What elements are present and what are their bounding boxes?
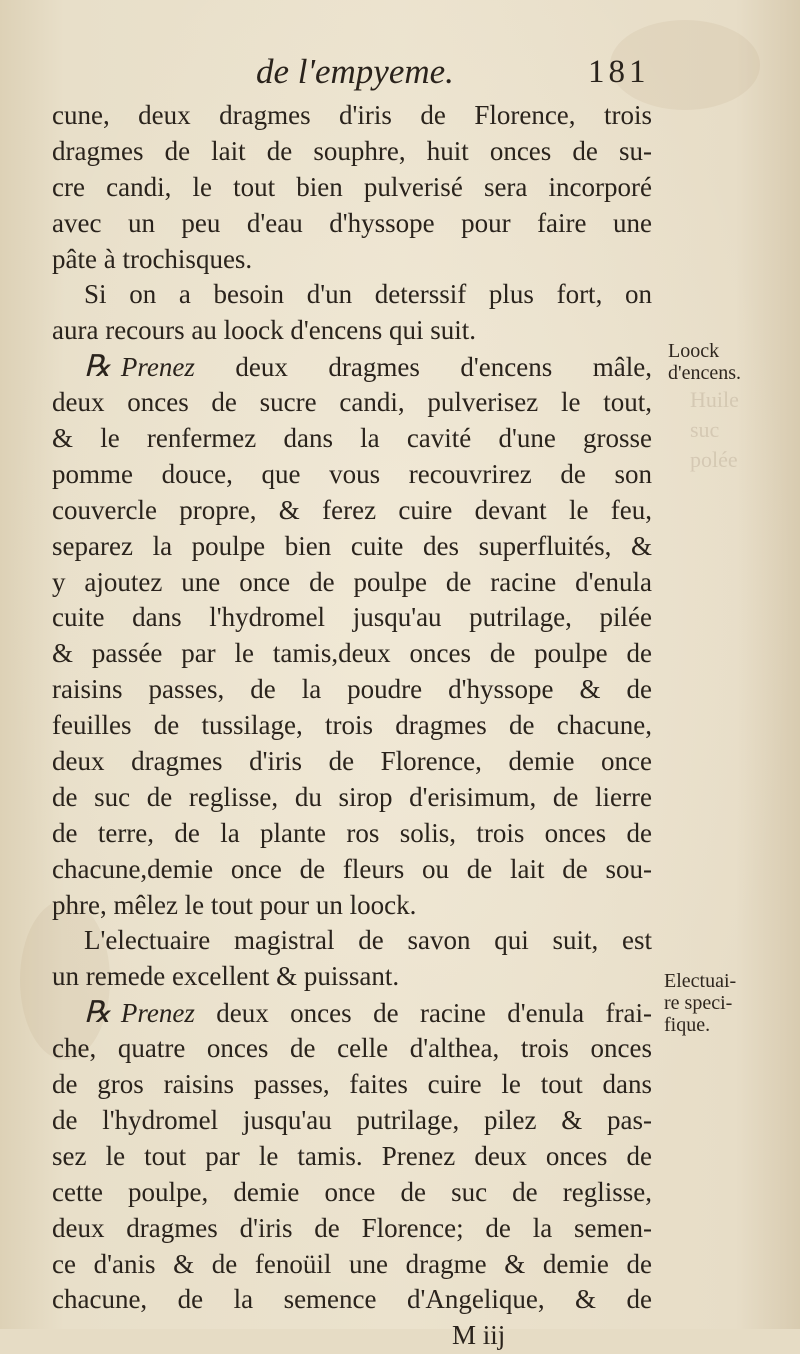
text-line: pomme douce, que vous recouvrirez de son <box>52 458 652 489</box>
text-line: & passée par le tamis,deux onces de poulpe de <box>52 638 652 669</box>
text-line: sez le tout par le tamis. Prenez deux onces de <box>52 1140 652 1171</box>
text-line: cette poulpe, demie once de suc de reglisse, <box>52 1176 652 1207</box>
text-line: de suc de reglisse, du sirop d'erisimum, de lierre <box>52 781 652 812</box>
margin-note-electuaire <box>664 970 736 1036</box>
text-line: cre candi, le tout bien pulverisé sera incorporé <box>52 171 652 202</box>
text-line: couvercle propre, & ferez cuire devant le feu, <box>52 494 652 525</box>
text-line: separez la poulpe bien cuite des superfluités, & <box>52 530 652 561</box>
text-line: deux dragmes d'iris de Florence, demie once <box>52 746 652 777</box>
prenez-word: Prenez <box>120 352 195 383</box>
text-line: cune, deux dragmes d'iris de Florence, trois <box>52 100 652 130</box>
margin-note-line: Loock <box>668 340 720 362</box>
recipe-line <box>52 995 652 1031</box>
margin-note-loock <box>668 340 741 384</box>
page-number: 181 <box>588 54 650 90</box>
text-line: y ajoutez une once de poulpe de racine d'enula <box>52 566 652 597</box>
text-line: de gros raisins passes, faites cuire le tout dans <box>52 1069 652 1100</box>
text-line: & le renfermez dans la cavité d'une grosse <box>52 423 652 454</box>
text-line: de l'hydromel jusqu'au putrilage, pilez & pas- <box>52 1104 652 1135</box>
text-line: L'electuaire magistral de savon qui suit, est <box>84 925 652 956</box>
margin-note-line: fique. <box>664 1014 711 1036</box>
margin-note-line: Electuai- <box>664 970 737 992</box>
text-line: dragmes de lait de souphre, huit onces de su- <box>52 135 652 166</box>
text-line: avec un peu d'eau d'hyssope pour faire une <box>52 207 652 238</box>
catchword: M iij <box>452 1320 506 1351</box>
margin-note-line: d'encens. <box>668 362 742 384</box>
text-line: un remede excellent & puissant. <box>52 961 400 992</box>
text-line: Si on a besoin d'un deterssif plus fort, on <box>84 279 652 310</box>
text-line: deux dragmes d'encens mâle, <box>235 352 652 383</box>
text-line: de terre, de la plante ros solis, trois onces de <box>52 817 652 848</box>
text-line: pâte à trochisques. <box>52 243 253 274</box>
text-line: ce d'anis & de fenoüil une dragme & demie de <box>52 1248 652 1279</box>
body-text <box>52 98 652 1354</box>
text-line: feuilles de tussilage, trois dragmes de chacune, <box>52 710 652 741</box>
text-line: raisins passes, de la poudre d'hyssope & de <box>52 674 652 705</box>
text-line: che, quatre onces de celle d'althea, trois onces <box>52 1033 652 1064</box>
margin-note-line: re speci- <box>664 992 733 1014</box>
running-head <box>0 50 800 94</box>
text-line: deux onces de sucre candi, pulverisez le tout, <box>52 387 652 418</box>
running-title: de l'empyeme. <box>256 52 454 91</box>
text-line: aura recours au loock d'encens qui suit. <box>52 315 476 346</box>
show-through-text: Huile suc polée <box>690 387 739 472</box>
text-line: cuite dans l'hydromel jusqu'au putrilage, pilée <box>52 602 652 633</box>
recipe-symbol-icon: ℞ <box>84 996 111 1030</box>
text-line: phre, mêlez le tout pour un loock. <box>52 889 417 920</box>
prenez-word: Prenez <box>120 998 195 1029</box>
text-line: deux dragmes d'iris de Florence; de la semen- <box>52 1212 652 1243</box>
text-line: deux onces de racine d'enula frai- <box>216 998 652 1029</box>
recipe-line <box>52 349 652 385</box>
text-line: chacune, de la semence d'Angelique, & de <box>52 1284 652 1315</box>
recipe-symbol-icon: ℞ <box>84 350 111 384</box>
text-line: chacune,demie once de fleurs ou de lait de sou- <box>52 853 652 884</box>
